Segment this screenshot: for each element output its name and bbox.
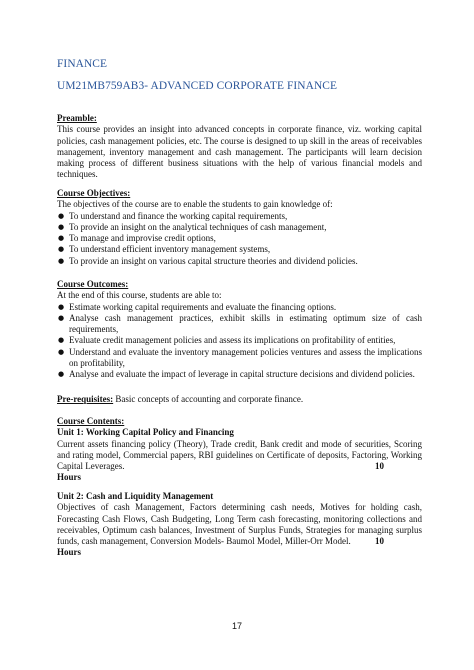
objectives-section	[57, 188, 422, 267]
unit2-hours-label: Hours	[57, 547, 82, 558]
outcomes-list	[57, 302, 422, 381]
page-number: 17	[231, 621, 242, 631]
preamble-text: This course provides an insight into advanced concepts in corporate finance, viz. working capital policies, cash management policies, etc. The course is designed to up skill in the areas of receivables management, inventory management and cash management. The participants will learn decision making process of different business situations with the help of various financial models and techniques.	[57, 124, 422, 180]
unit2-title: Unit 2: Cash and Liquidity Management	[57, 491, 214, 501]
prerequisites-section	[57, 394, 422, 405]
list-item: ● To provide an insight on the analytical techniques of cash management,	[57, 222, 422, 233]
list-item: ● To provide an insight on various capital structure theories and dividend policies.	[57, 256, 422, 267]
preamble-section	[57, 113, 422, 181]
contents-heading: Course Contents:	[57, 416, 125, 426]
outcomes-section	[57, 279, 422, 381]
unit1-title: Unit 1: Working Capital Policy and Financing	[57, 427, 234, 438]
unit2-hours-num: 10	[375, 536, 384, 547]
objectives-list	[57, 211, 422, 267]
list-item: ● Analyse and evaluate the impact of leverage in capital structure decisions and dividend policies.	[57, 369, 422, 380]
contents-section	[57, 416, 422, 484]
list-item: ● Evaluate credit management policies and assess its implications on profitability of entities,	[57, 335, 422, 346]
unit2-section	[57, 491, 422, 559]
unit1-hours-num: 10	[375, 461, 384, 472]
unit2-text: Objectives of cash Management, Factors determining cash needs, Motives for holding cash, Forecasting Cash Flows, Cash Budgeting, Long Term cash forecasting, monitoring collections and receivables, Optimum cash balances, Investment of Surplus Funds, Strategies for managing surplus funds, cash management, Conversion Models- Baumol Model, Miller-Orr Model.	[57, 502, 422, 547]
outcomes-intro: At the end of this course, students are able to:	[57, 290, 222, 301]
preamble-heading: Preamble:	[57, 113, 97, 123]
list-item: ● To understand efficient inventory management systems,	[57, 244, 422, 255]
objectives-heading: Course Objectives:	[57, 188, 131, 198]
prerequisites-heading: Pre-requisites:	[57, 394, 114, 404]
prerequisites-text: Basic concepts of accounting and corporate finance.	[113, 394, 304, 404]
list-item: ● Analyse cash management practices, exhibit skills in estimating optimum size of cash requirements,	[57, 313, 422, 336]
course-title: UM21MB759AB3- ADVANCED CORPORATE FINANCE	[57, 80, 338, 92]
list-item: ● Understand and evaluate the inventory management policies ventures and assess the implications on profitability,	[57, 347, 422, 370]
department-title: FINANCE	[57, 58, 108, 70]
list-item: ● To understand and finance the working capital requirements,	[57, 211, 422, 222]
unit1-hours-label: Hours	[57, 472, 82, 483]
list-item: ● To manage and improvise credit options,	[57, 233, 422, 244]
outcomes-heading: Course Outcomes:	[57, 279, 129, 289]
unit1-text: Current assets financing policy (Theory), Trade credit, Bank credit and mode of securities, Scoring and rating model, Commercial papers, RBI guidelines on Certificate of deposits, Factoring, Working Capital Leverages.	[57, 438, 422, 472]
objectives-intro: The objectives of the course are to enable the students to gain knowledge of:	[57, 199, 333, 210]
list-item: ● Estimate working capital requirements and evaluate the financing options.	[57, 302, 422, 313]
